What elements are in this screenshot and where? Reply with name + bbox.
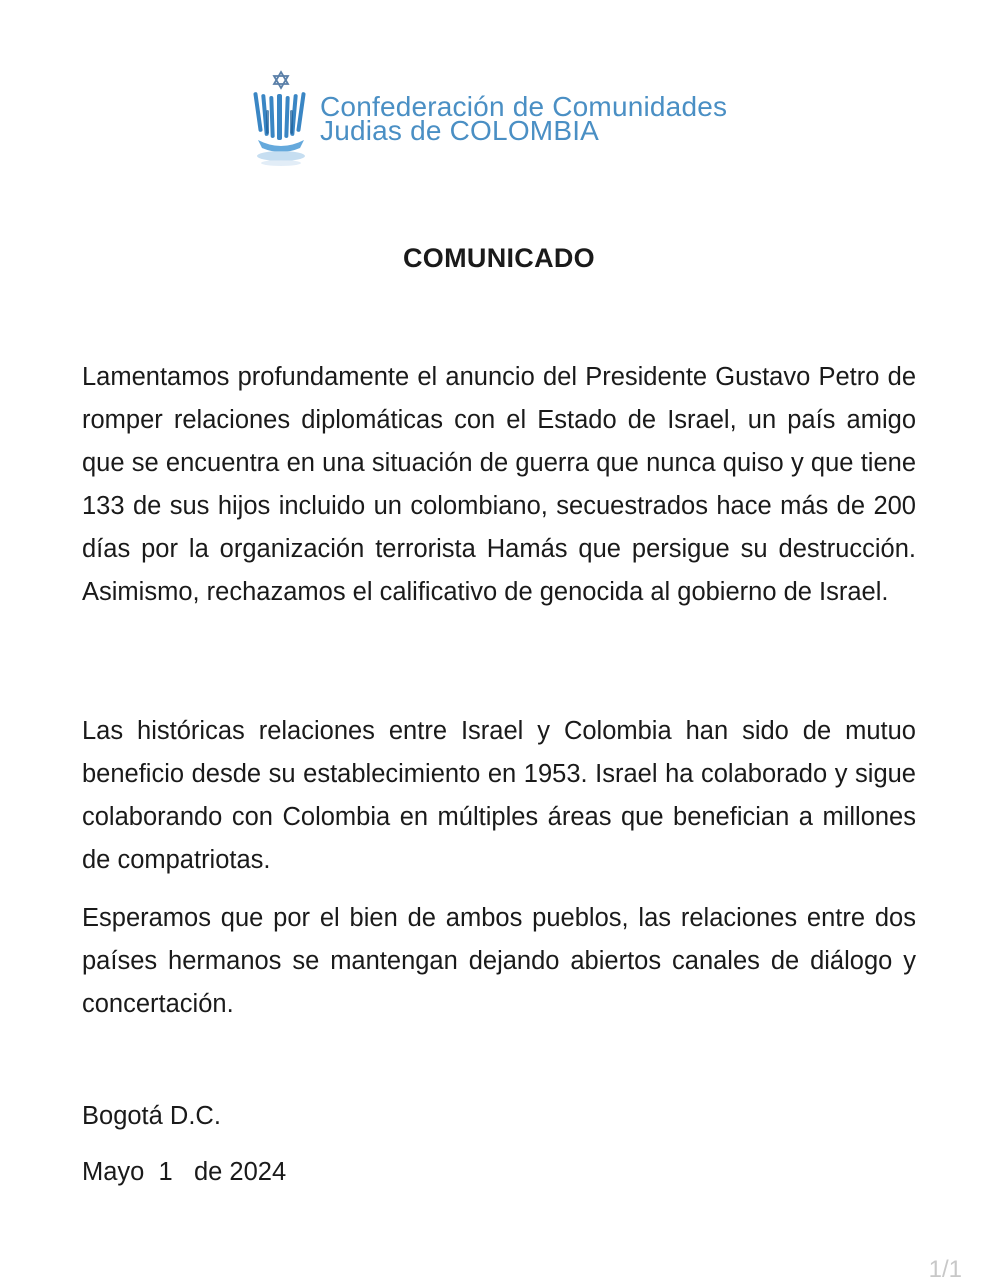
logo-name-line-2: Judias de COLOMBIA xyxy=(320,115,600,146)
date-line: Mayo 1 de 2024 xyxy=(82,1158,287,1186)
paragraph-3: Esperamos que por el bien de ambos pueblos, las relaciones entre dos países hermanos se mantengan dejando abiertos canales de diálogo y concertación. xyxy=(82,904,916,1018)
document-heading: COMUNICADO xyxy=(403,243,595,273)
star-of-david-menorah-logo-icon xyxy=(248,70,318,170)
paragraph-1: Lamentamos profundamente el anuncio del Presidente Gustavo Petro de romper relaciones diplomáticas con el Estado de Israel, un país amigo que se encuentra en una situación de guerra que nunca quiso y que tiene 133 de sus hijos incluido un colombiano, secuestrados hace más de 200 días por la organización terrorista Hamás que persigue su destrucción. Asimismo, rechazamos el calificativo de genocida al gobierno de Israel. xyxy=(82,363,916,606)
logo-name-line-1: Confederación de Comunidades xyxy=(320,91,728,122)
organization-logo xyxy=(248,70,748,170)
place-line: Bogotá D.C. xyxy=(82,1102,221,1130)
paragraph-2: Las históricas relaciones entre Israel y Colombia han sido de mutuo beneficio desde su establecimiento en 1953. Israel ha colaborado y sigue colaborando con Colombia en múltiples áreas que benefician a millones de compatriotas. xyxy=(82,717,916,874)
page-number: 1/1 xyxy=(928,1256,962,1283)
